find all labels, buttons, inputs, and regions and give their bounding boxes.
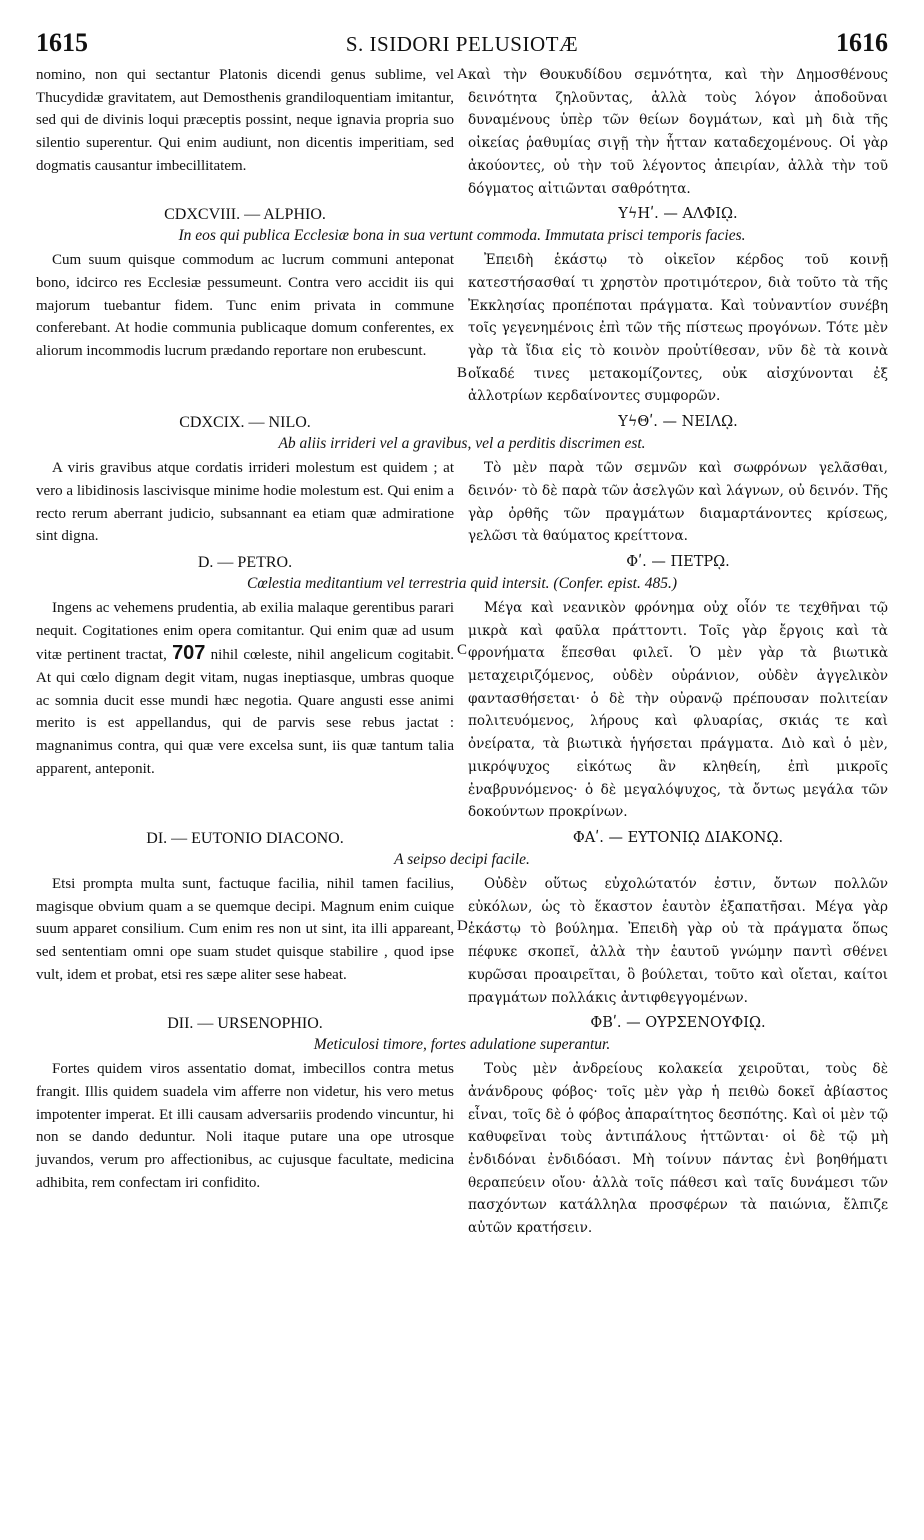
margin-marker-c: C (457, 641, 468, 658)
right-page-number: 1616 (836, 28, 888, 57)
letter-subtitle: In eos qui publica Ecclesiæ bona in sua vertunt commoda. Immutata prisci temporis facies. (178, 227, 746, 245)
letter-text-latin: Etsi prompta multa sunt, factuque facilia, nihil tamen facilius, magisque obvium quam a se quemque decipi. Magnum enim cuique suum apparet consilium. Cum enim res non ut sint, ita illi appareant, sed sententiam omni ope suam studet quisque stabilire , quod ipse vult, idem et probat, etsi res sæpe aliter sese habeat. (36, 875, 454, 983)
letter-subtitle: Ab aliis irrideri vel a gravibus, vel a perditis discrimen est. (278, 435, 646, 453)
letter-text-latin-part-b: nihil cœleste, nihil angelicum cogitabit. At qui cœlo dignam degit vitam, nugas ineptiasque, umbras quoque ac somnia ducit esse mundi hæc negotia. Quare angusti esse animi merito is est appellandus, qui de parvis sese rebus jactat : magnanimus contra, qui quæ vere excelsa sunt, iis quæ tantum talia apparent, anteponit. (36, 647, 455, 777)
running-header (36, 28, 888, 64)
running-title: S. ISIDORI PELUSIOTÆ (345, 32, 579, 56)
continuation-latin: nomino, non qui sectantur Platonis dicendi genus sublime, vel Thucydidæ gravitatem, aut Demosthenis grandiloquentiam imitantur, sed qui de divinis loqui præceptis possint, neque ignavia propria suo silentio superentur. Qui enim audiunt, non dicentis imperitiam, sed dogmatis causantur imbecillitatem. (36, 67, 454, 174)
letter-subtitle: A seipso decipi facile. (394, 850, 530, 868)
letter-heading-greek: ΦΑʹ. — ΕΥΤΟΝΙῼ ΔΙΑΚΟΝῼ. (572, 829, 784, 846)
letter-heading-greek: Φʹ. — ΠΕΤΡῼ. (626, 553, 730, 570)
letter-text-greek: Τὸ μὲν παρὰ τῶν σεμνῶν καὶ σωφρόνων γελᾶσθαι, δεινόν· τὸ δὲ παρὰ τῶν ἀσελγῶν καὶ λάγνων, οὐ δεινόν. Τῆς γὰρ ὀρθῆς τῶν πραγμάτων διαμαρτάνοντες κρίσεως, γελῶσι τὰ θαύματος κρείττονα. (468, 460, 888, 545)
letter-500 (36, 554, 888, 824)
letter-heading-latin: DII. — URSENOPHIO. (167, 1015, 323, 1033)
continuation-greek: καὶ τὴν Θουκυδίδου σεμνότητα, καὶ τὴν Δημοσθένους δεινότητα ζηλοῦντας, ἀλλὰ τοὺς λόγον ἀποδοῦναι δυναμένους ὑπὲρ τῶν θείων δογμάτων, καὶ μὴ διὰ τῆς οἰκείας ῥαθυμίας σιγῇ τὴν ἧτταν καταδεχομένους. Οἱ γὰρ ἀκούοντες, οὐ τὴν τοῦ λέγοντος ἀπειρίαν, ἀλλὰ τὴν τοῦ δόγματος αἰτιῶνται σαθρότητα. (468, 67, 888, 197)
letter-heading-latin: CDXCIX. — NILO. (179, 414, 311, 432)
letter-text-latin-part-a: Ingens ac vehemens prudentia, ab exilia malaque gerentibus parari nequit. Cogitationes enim opera comitantur. Qui enim quæ ad usum vitæ pertinent tractat, (36, 599, 454, 664)
margin-marker-d: D (457, 917, 468, 934)
letter-heading-latin: CDXCVIII. — ALPHIO. (164, 206, 326, 224)
page (36, 28, 888, 1240)
margin-marker-a: A (457, 66, 468, 82)
letter-heading-greek: ΥϟΘʹ. — ΝΕΙΛῼ. (618, 414, 738, 431)
letter-heading-latin: DI. — EUTONIO DIACONO. (146, 829, 344, 847)
letter-498 (36, 206, 888, 408)
column-number: 707 (172, 642, 206, 665)
letter-text-latin: A viris gravibus atque cordatis irrideri molestum est quidem ; at vero a libidinosis lascivisque minime hodie molestum est. Qui enim a recto rerum aberrant judicio, subsannant ea etiam quæ admiratione sint digna. (36, 460, 454, 545)
letter-text-latin: Cum suum quisque commodum ac lucrum communi anteponat bono, idcirco res Ecclesiæ pessumeunt. Contra vero accidit iis qui majorum tuebantur fidem. Tunc enim privata in commune conferebant. At hodie communia publicaque domum conferentes, ex aliorum incommodis lucrum prædando reportare non erubescunt. (36, 252, 454, 360)
letter-subtitle: Meticulosi timore, fortes adulatione superantur. (313, 1036, 611, 1054)
letter-text-greek: Τοὺς μὲν ἀνδρείους κολακεία χειροῦται, τοὺς δὲ ἀνάνδρους φόβος· τοῖς μὲν γὰρ ἡ πειθὼ δοκεῖ ἀβίαστος εἶναι, τοῖς δὲ ὁ φόβος ἀπαραίτητος δεσπότης. Καὶ οἱ μὲν τῷ καθυφεῖναι τοὺς ἀντιπάλους ἡττῶνται· οἱ δὲ τῷ μὴ ἐνδιδόναι ἐνδιδόασι. Μὴ τοίνυν πάντας ἐνὶ βοηθήματι θεραπεύειν οἴου· ἀλλὰ τοῖς πάθεσι καὶ ταῖς δυνάμεσι τῶν πασχόντων κατάλληλα προσφέρων τὰ παιώνια, ἔλπιζε αὐτῶν κρατήσειν. (468, 1061, 888, 1237)
letter-heading-greek: ΦΒʹ. — ΟΥΡΣΕΝΟΥΦΙῼ. (590, 1015, 766, 1032)
continuation-block (36, 64, 888, 200)
left-page-number: 1615 (36, 28, 88, 57)
letter-501 (36, 830, 888, 1009)
letter-heading-latin: D. — PETRO. (197, 553, 293, 571)
letter-text-latin (36, 597, 454, 781)
letter-499 (36, 414, 888, 548)
letter-text-greek: Ἐπειδὴ ἑκάστῳ τὸ οἰκεῖον κέρδος τοῦ κοινῇ κατεστήσασθαί τι χρηστὸν προτιμότερον, διὰ τοῦτο τὰ τῆς Ἐκκλησίας προπέποται πράγματα. Καὶ τοὐναντίον συνέβη τοῖς γεγενημένοις ἐπὶ τῶν τῆς πίστεως προγόνων. Τότε μὲν γὰρ τὰ ἴδια εἰς τὸ κοινὸν προὐτίθεσαν, νῦν δὲ τὰ κοινὰ οἴκαδέ τινες μετακομίζοντες, οὐκ αἰσχύνονται ἐξ ἀλλοτρίων κερδαίνοντες συμφορῶν. (468, 252, 888, 405)
letter-subtitle: Cœlestia meditantium vel terrestria quid intersit. (Confer. epist. 485.) (247, 574, 677, 592)
letter-heading-greek: ΥϟΗʹ. — ΑΛΦΙῼ. (618, 206, 738, 223)
letter-text-latin: Fortes quidem viros assentatio domat, imbecillos contra metus frangit. Illis quidem suadela vim afferre non videtur, his vero metus impotenter imperat. Et illi causam adversariis prodendo vincuntur, hi non se dando deduntur. Noli itaque putare una ope utrosque juvandos, verum pro affectionibus, ac cujusque facultate, medicina adhibita, rem confectam iri confidito. (36, 1061, 454, 1191)
letter-text-greek: Μέγα καὶ νεανικὸν φρόνημα οὐχ οἷόν τε τεχθῆναι τῷ μικρὰ καὶ φαῦλα πράττοντι. Τοῖς γὰρ ἔργοις καὶ τὰ φρονήματα ἕπεσθαι φιλεῖ. Ὁ μὲν γὰρ τὰ βιωτικὰ μεταχειριζόμενος, οὐδὲν οὐράνιον, οὐδὲν ἀγγελικὸν φαντασθήσεται· ὁ δὲ τὴν οὐρανῷ πρέπουσαν πολιτείαν πολιτευόμενος, λήρους καὶ φλυαρίας, σκιάς τε καὶ ὀνείρατα, τὰ βιωτικὰ ἡγήσεται πράγματα. Διὸ καὶ ὁ μὲν, μικρόψυχος εἰκότως ἂν κληθείη, ἐπὶ μικροῖς ἐναβρυνόμενος· ὁ δὲ μεγαλόψυχος, τὰ ὄντως μεγάλα τῶν δοκούντων προκρίνων. (468, 599, 888, 821)
letter-text-greek: Οὐδὲν οὕτως εὐχολώτατόν ἐστιν, ὄντων πολλῶν εὐκόλων, ὡς τὸ ἕκαστον ἑαυτὸν ἐξαπατῆσαι. Μέγα γὰρ ἑκάστῳ τὸ βούλημα. Ἐπειδὴ γὰρ οὐ τὰ πράγματα ὅπως πέφυκε σκοπεῖ, ἀλλὰ τὴν ἑαυτοῦ γνώμην παντὶ σθένει κυρῶσαι προαιρεῖται, ὃ βούλεται, τοῦτο καὶ οἴεται, καίτοι πραγμάτων πολλάκις ἀντιφθεγγομένων. (468, 875, 888, 1006)
letter-502 (36, 1015, 888, 1240)
margin-marker-b: B (457, 365, 468, 382)
